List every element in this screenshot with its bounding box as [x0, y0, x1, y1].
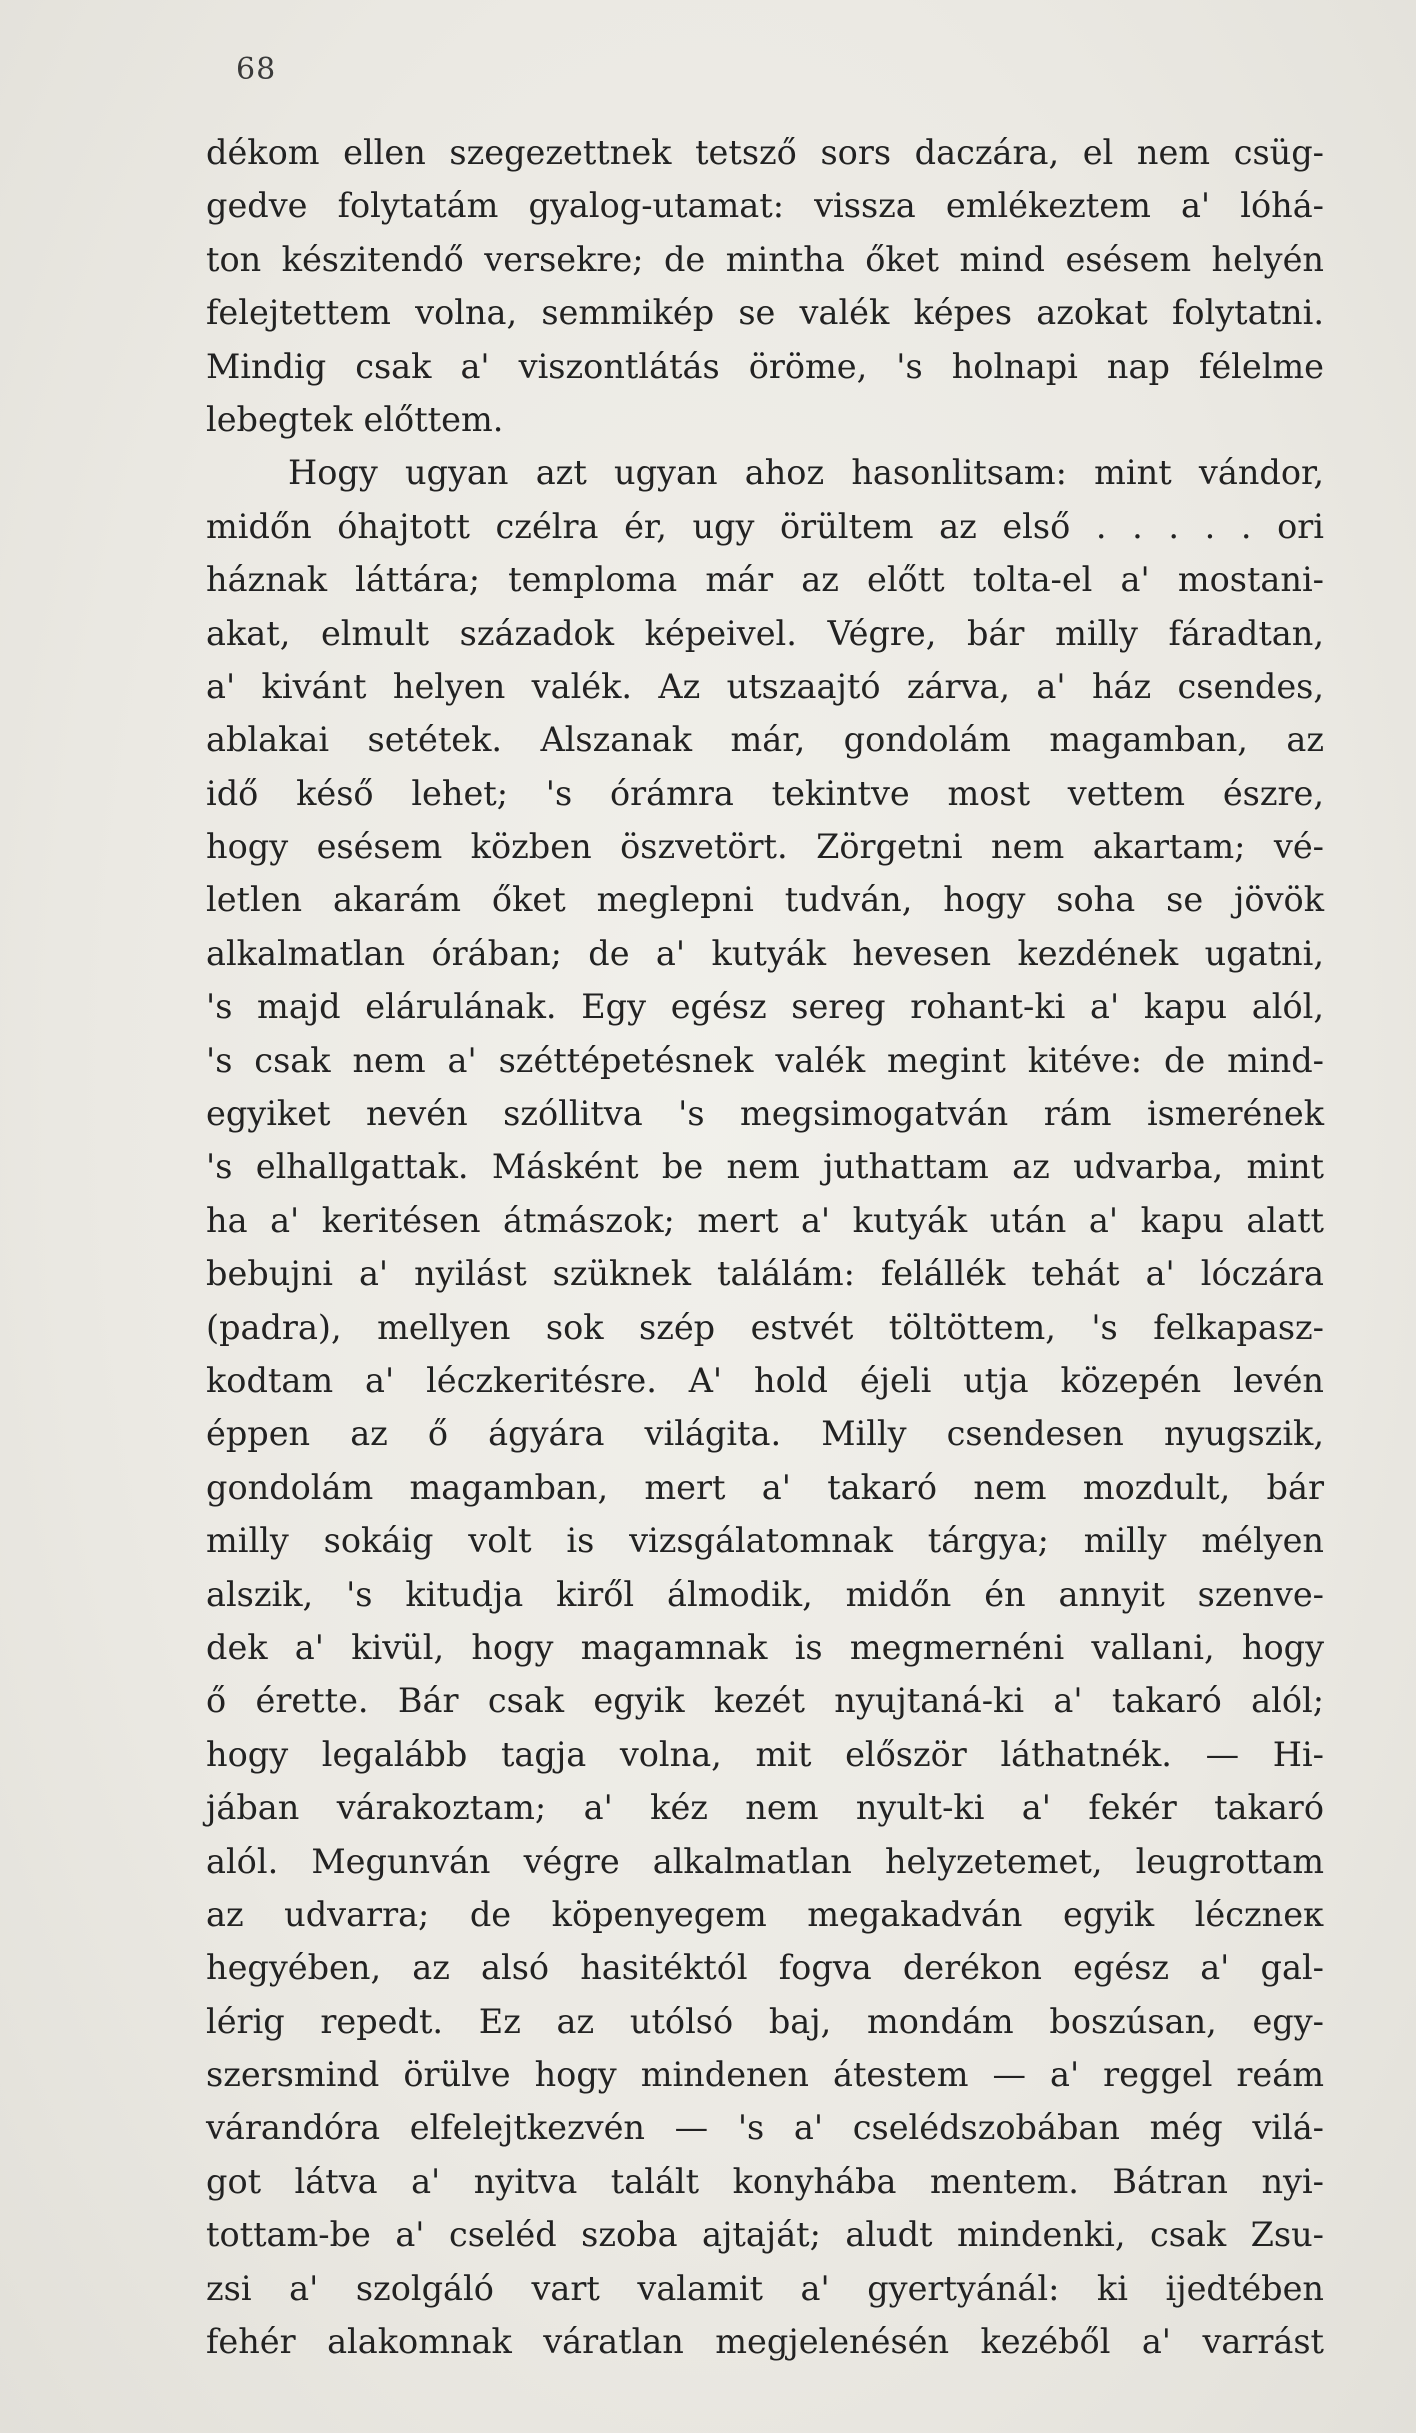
text-line: Hogy ugyan azt ugyan ahoz hasonlitsam: mint vándor,	[288, 453, 1324, 493]
text-line: a' kivánt helyen valék. Az utszaajtó zárva, a' ház csendes,	[206, 666, 1324, 706]
text-line: alkalmatlan órában; de a' kutyák hevesen kezdének ugatni,	[206, 933, 1324, 973]
text-line: got látva a' nyitva talált konyhába mentem. Bátran nyi-	[206, 2161, 1324, 2201]
text-line: egyiket nevén szóllitva 's megsimogatván rám ismerének	[206, 1094, 1324, 1134]
text-line: 's elhallgattak. Másként be nem juthattam az udvarba, mint	[206, 1147, 1324, 1187]
text-line: Mindig csak a' viszontlátás öröme, 's holnapi nap félelme	[206, 346, 1324, 386]
text-line: milly sokáig volt is vizsgálatomnak tárgya; milly mélyen	[206, 1521, 1324, 1561]
text-line: idő késő lehet; 's órámra tekintve most vettem észre,	[206, 773, 1324, 813]
text-line: letlen akarám őket meglepni tudván, hogy soha se jövök	[206, 880, 1324, 920]
text-line: alól. Megunván végre alkalmatlan helyzetemet, leugrottam	[206, 1841, 1324, 1881]
text-line: dek a' kivül, hogy magamnak is megmernéni vallani, hogy	[206, 1627, 1324, 1667]
text-line: tottam-be a' cseléd szoba ajtaját; aludt mindenki, csak Zsu-	[206, 2215, 1324, 2255]
text-line: ő érette. Bár csak egyik kezét nyujtaná-ki a' takaró alól;	[206, 1681, 1324, 1721]
text-line: fehér alakomnak váratlan megjelenésén kezéből a' varrást	[206, 2322, 1324, 2362]
paragraph	[206, 446, 1324, 2368]
text-line: várandóra elfelejtkezvén — 's a' cselédszobában még vilá-	[206, 2108, 1324, 2148]
text-line: éppen az ő ágyára világita. Milly csendesen nyugszik,	[206, 1414, 1324, 1454]
text-line: zsi a' szolgáló vart valamit a' gyertyánál: ki ijedtében	[206, 2268, 1324, 2308]
text-line: gondolám magamban, mert a' takaró nem mozdult, bár	[206, 1467, 1324, 1507]
text-line: hogy esésem közben öszvetört. Zörgetni nem akartam; vé-	[206, 827, 1324, 867]
text-line: midőn óhajtott czélra ér, ugy örültem az első . . . . . ori	[206, 506, 1324, 546]
text-line: felejtettem volna, semmikép se valék képes azokat folytatni.	[206, 293, 1324, 333]
text-line: ablakai setétek. Alszanak már, gondolám magamban, az	[206, 720, 1324, 760]
text-line: ton készitendő versekre; de mintha őket mind esésem helyén	[206, 239, 1324, 279]
page-number: 68	[236, 52, 277, 87]
text-line: hegyében, az alsó hasitéktól fogva derékon egész a' gal-	[206, 1948, 1324, 1988]
paragraph	[206, 126, 1324, 446]
text-line: szersmind örülve hogy mindenen átestem — a' reggel reám	[206, 2055, 1324, 2095]
text-line: alszik, 's kitudja kiről álmodik, midőn én annyit szenve-	[206, 1574, 1324, 1614]
text-line: hogy legalább tagja volna, mit először láthatnék. — Hi-	[206, 1734, 1324, 1774]
text-line: jában várakoztam; a' kéz nem nyult-ki a' fekér takaró	[206, 1788, 1324, 1828]
text-line: 's csak nem a' széttépetésnek valék megint kitéve: de mind-	[206, 1040, 1324, 1080]
text-line: kodtam a' léczkeritésre. A' hold éjeli utja közepén levén	[206, 1360, 1324, 1400]
body-text	[206, 126, 1324, 2368]
text-line: az udvarra; de köpenyegem megakadván egyik léczneк	[206, 1894, 1324, 1934]
text-line: lebegtek előttem.	[206, 399, 504, 439]
text-line: ha a' keritésen átmászok; mert a' kutyák után a' kapu alatt	[206, 1200, 1324, 1240]
text-line: 's majd elárulának. Egy egész sereg rohant-ki a' kapu alól,	[206, 987, 1324, 1027]
text-line: gedve folytatám gyalog-utamat: vissza emlékeztem a' lóhá-	[206, 186, 1324, 226]
text-line: (padra), mellyen sok szép estvét töltöttem, 's felkapasz-	[206, 1307, 1324, 1347]
text-line: bebujni a' nyilást szüknek találám: felállék tehát a' lóczára	[206, 1254, 1324, 1294]
text-line: akat, elmult századok képeivel. Végre, bár milly fáradtan,	[206, 613, 1324, 653]
text-line: dékom ellen szegezettnek tetsző sors daczára, el nem csüg-	[206, 133, 1324, 172]
text-line: lérig repedt. Ez az utólsó baj, mondám boszúsan, egy-	[206, 2001, 1324, 2041]
text-line: háznak láttára; temploma már az előtt tolta-el a' mostani-	[206, 560, 1324, 600]
